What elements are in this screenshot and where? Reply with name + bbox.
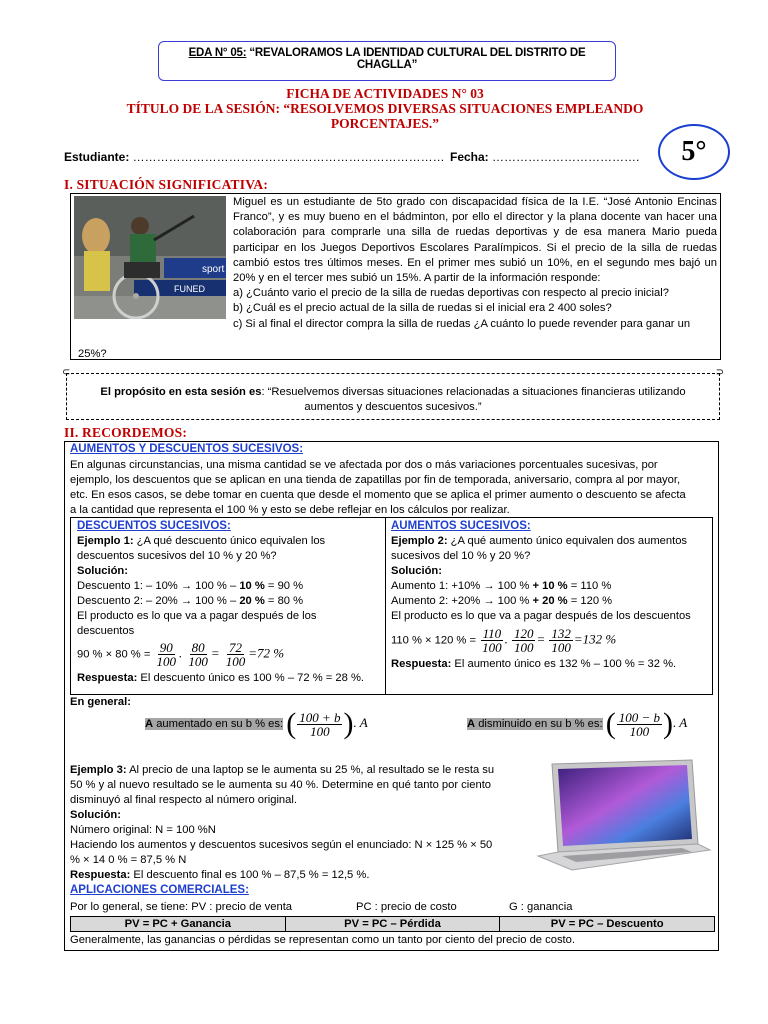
session-title-line2: PORCENTAJES.” [330,116,440,131]
ficha-number: FICHA DE ACTIVIDADES N° 03 [286,86,484,101]
section-situacion-title: I. SITUACIÓN SIGNIFICATIVA: [64,177,269,192]
situacion-text [233,195,717,332]
g-definition: G : ganancia [509,901,573,913]
ejemplo3-respuesta: Respuesta: El descuento final es 100 % – 87,5 % = 12,5 %. [70,869,370,881]
recordemos-intro: En algunas circunstancias, una misma cantidad se ve afectada por dos o más variaciones porcentuales sucesivas, por ejemplo, los descuentos que se aplican en una tienda de zapatillas por fin de temporada, aniversario, compra al por mayor, etc. En esos casos, se debe tomar en cuenta que desde el momento que se aplica el primer aumento o descuento se afecta a la cantidad que representa el 100 % y esto se debe reflejar en los cálculos por realizar. [70,459,686,516]
situacion-paragraph: Miguel es un estudiante de 5to grado con discapacidad física de la I.E. “José Antonio Encinas Franco”, y es muy bueno en el bádminton, por ello el director y la plana docente van hacer una colaboración para comprarle una silla de ruedas deportivas y de esa manera Mario pueda participar en los Juegos Deportivos Escolares Paralímpicos. Si el precio de la silla de ruedas cambió estos tres últimos meses. En el primer mes subió un 10%, en el segundo mes bajó un 20% y en el tercer mes subió un 15%. A partir de la información responde: [233,196,717,285]
section-recordemos-title: II. RECORDEMOS: [64,425,188,440]
aumentos-column: AUMENTOS SUCESIVOS: Ejemplo 2: ¿A qué aumento único equivalen dos aumentos sucesivos del 10 % y 20 %? Solución: Aumento 1: +10% → 100 % + 10 % = 110 % Aumento 2: +20% → 100 % + 20 % = 120 % El producto es lo que va a pagar después de los descuentos 110 % × 120 % = $\frac{110}{100}$ . $\frac{120}{100}$ = $\frac{132}{100}$ =132 % Respuesta: El aumento único es 132 % – 100 % = 32 %. [391,519,711,672]
proposito-box [62,367,724,420]
descuentos-calculation: 90 % × 80 % = $\frac{90}{100}$ . $\frac{80}{100}$ = $\frac{72}{100}$ =72 % [77,640,285,669]
laptop-image [532,756,712,876]
question-c-end: 25%? [78,348,107,360]
ring-icon: ⊃ [715,367,724,378]
ring-icon: ⊂ [62,367,71,378]
svg-text:FUNED: FUNED [174,284,205,294]
formula-ganancia: PV = PC + Ganancia [71,917,286,931]
pv-definition: Por lo general, se tiene: PV : precio de venta [70,901,293,913]
date-field[interactable]: Fecha: ………………………………. [450,150,640,164]
closing-note: Generalmente, las ganancias o pérdidas se representan como un tanto por ciento del precio de costo. [70,934,575,946]
question-c: c) Si al final el director compra la silla de ruedas ¿A cuánto lo puede revender para ganar un [233,317,691,330]
pc-definition: PC : precio de costo [356,901,457,913]
proposito-text: El propósito en esta sesión es: “Resuelvemos diversas situaciones relacionadas a situaciones financieras utilizando aumentos y descuentos sucesivos.” [100,386,686,413]
aumento-2-line: Aumento 2: +20% → 100 % + 20 % = 120 % [391,595,613,607]
general-aumento-formula: A aumentado en su b % es: ( $\frac{100 + b}{100}$ ). A [145,707,368,740]
aumentos-heading: AUMENTOS SUCESIVOS: [391,520,531,532]
ejemplo3-block: Ejemplo 3: Al precio de una laptop se le aumenta su 25 %, al resultado se le resta su 50 % y al nuevo resultado se le aumenta su 40 %. Determine en qué tanto por ciento disminuyó al final respecto al número original. Solución: Número original: N = 100 %N Haciendo los aumentos y descuentos sucesivos según el enunciado: N × 125 % × 50 % × 14 0 % = 87,5 % N Respuesta: El descuento final es 100 % – 87,5 % = 12,5 %. [70,763,520,883]
aumentos-descuentos-heading: AUMENTOS Y DESCUENTOS SUCESIVOS: [70,443,304,455]
descuento-1-line: Descuento 1: – 10% → 100 % – 10 % = 90 % [77,580,304,592]
question-a: a) ¿Cuánto vario el precio de la silla de ruedas deportivas con respecto al precio inicial? [233,287,669,300]
laptop-icon [532,756,712,876]
session-title-line1: TÍTULO DE LA SESIÓN: “RESOLVEMOS DIVERSAS SITUACIONES EMPLEANDO [126,101,644,116]
wheelchair-athlete-image [74,196,226,319]
formula-descuento: PV = PC – Descuento [500,917,714,931]
badminton-photo [74,196,226,319]
question-b: b) ¿Cuál es el precio actual de la silla de ruedas si el inicial era 2 400 soles? [233,302,612,315]
aumentos-respuesta: Respuesta: El aumento único es 132 % – 100 % = 32 %. [391,658,677,670]
ejemplo1-text: Ejemplo 1: ¿A qué descuento único equivalen los [77,535,326,547]
grade-badge: 5° [658,124,730,180]
eda-title: EDA N° 05: “REVALORAMOS LA IDENTIDAD CULTURAL DEL DISTRITO DE CHAGLLA” [188,47,586,71]
en-general-heading: En general: [70,696,131,708]
descuentos-column: DESCUENTOS SUCESIVOS: Ejemplo 1: ¿A qué descuento único equivalen los descuentos sucesivos del 10 % y 20 %? Solución: Descuento 1: – 10% → 100 % – 10 % = 90 % Descuento 2: – 20% → 100 % – 20 % = 80 % El producto es lo que va a pagar después de los descuentos 90 % × 80 % = $\frac{90}{100}$ . $\frac{80}{100}$ = $\frac{72}{100}$ =72 % Respuesta: El descuento único es 100 % – 72 % = 28 %. [77,519,382,686]
aumentos-calculation: 110 % × 120 % = $\frac{110}{100}$ . $\frac{120}{100}$ = $\frac{132}{100}$ =132 % [391,626,617,655]
student-field[interactable]: Estudiante: …………………………………………………………………… [64,150,445,164]
general-descuento-formula: A disminuido en su b % es: ( $\frac{100 - b}{100}$ ). A [467,707,688,740]
formulas-table [70,916,715,932]
descuentos-respuesta: Respuesta: El descuento único es 100 % – 72 % = 28 %. [77,672,365,684]
eda-title-box [158,41,616,81]
solucion-label: Solución: [77,565,128,577]
descuentos-heading: DESCUENTOS SUCESIVOS: [77,520,231,532]
examples-divider [385,517,386,695]
svg-text:sport: sport [202,264,225,275]
aumento-1-line: Aumento 1: +10% → 100 % + 10 % = 110 % [391,580,612,592]
descuento-2-line: Descuento 2: – 20% → 100 % – 20 % = 80 % [77,595,304,607]
solucion-label: Solución: [391,565,442,577]
solucion-label: Solución: [70,809,121,821]
ejemplo2-text: Ejemplo 2: ¿A qué aumento único equivalen dos aumentos [391,535,688,547]
aplicaciones-heading: APLICACIONES COMERCIALES: [70,884,249,896]
session-heading [120,86,650,131]
ejemplo3-text: Ejemplo 3: Al precio de una laptop se le aumenta su 25 %, al resultado se le resta su [70,764,495,776]
formula-perdida: PV = PC – Pérdida [286,917,501,931]
